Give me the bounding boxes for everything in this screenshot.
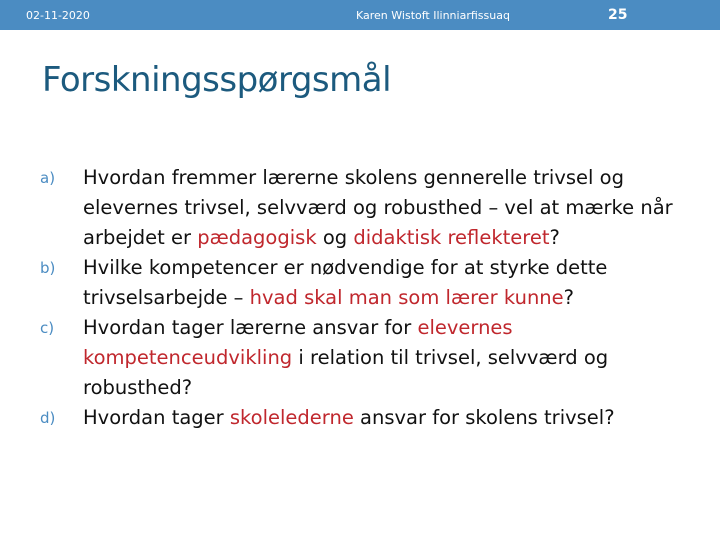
highlighted-term: hvad skal man som lærer kunne (249, 286, 564, 309)
question-marker: c) (40, 319, 55, 337)
question-text (83, 316, 608, 399)
question-text-part: ? (549, 226, 560, 249)
question-marker: d) (40, 409, 56, 427)
highlighted-term: elevernes kompetenceudvikling (83, 316, 513, 369)
question-text (83, 166, 673, 249)
question-text-part: Hvordan tager (83, 406, 230, 429)
slide-page-number: 25 (608, 7, 628, 23)
question-text-part: Hvordan fremmer lærerne skolens gennerelle trivsel og elevernes trivsel, selvværd og robusthed – vel at mærke når arbejdet er (83, 166, 673, 249)
question-text-part: ansvar for skolens trivsel? (353, 406, 615, 429)
question-text (83, 406, 615, 429)
slide-date: 02-11-2020 (26, 9, 90, 22)
question-item-b (40, 253, 700, 313)
research-questions-list (40, 163, 700, 433)
slide-header-bar (0, 0, 720, 30)
question-item-c (40, 313, 700, 403)
slide-title: Forskningsspørgsmål (42, 60, 392, 100)
question-text-part: Hvilke kompetencer er nødvendige for at styrke dette trivselsarbejde – (83, 256, 608, 309)
highlighted-term: skolelederne (229, 406, 354, 429)
slide-author: Karen Wistoft Ilinniarfissuaq (356, 9, 510, 22)
question-marker: b) (40, 259, 56, 277)
question-marker: a) (40, 169, 56, 187)
question-item-a (40, 163, 700, 253)
question-text-part: i relation til trivsel, selvværd og robusthed? (83, 346, 609, 399)
question-text-part: Hvordan tager lærerne ansvar for (83, 316, 418, 339)
highlighted-term: pædagogisk (197, 226, 317, 249)
question-text (83, 256, 607, 309)
highlighted-term: didaktisk reflekteret (353, 226, 550, 249)
question-text-part: og (316, 226, 354, 249)
question-text-part: ? (563, 286, 575, 309)
question-item-d (40, 403, 700, 433)
